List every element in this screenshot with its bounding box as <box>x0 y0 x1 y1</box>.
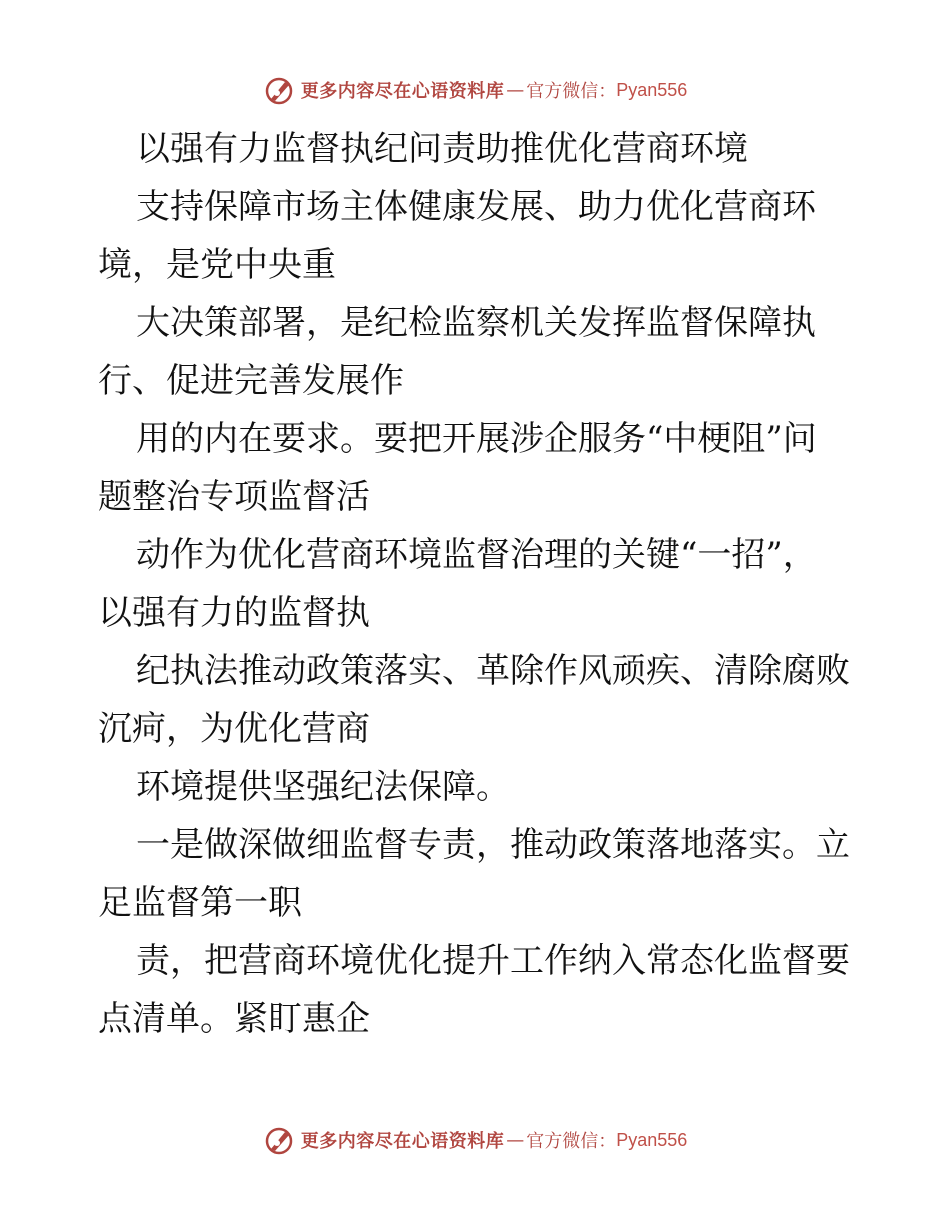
pen-logo-icon <box>263 74 295 106</box>
document-body <box>98 120 858 1048</box>
text-line: 大决策部署，是纪检监察机关发挥监督保障执 <box>136 303 816 343</box>
header-watermark <box>0 73 950 107</box>
pen-logo-icon <box>263 1124 295 1156</box>
text-line: 纪执法推动政策落实、革除作风顽疾、清除腐败 <box>136 651 850 691</box>
watermark-wechat-id: Pyan556 <box>616 1129 688 1150</box>
watermark-wechat-label: 官方微信： <box>526 81 617 102</box>
watermark-dash: — <box>506 79 525 101</box>
text-line: 行、促进完善发展作 <box>98 361 404 401</box>
text-line: 一是做深做细监督专责，推动政策落地落实。立 <box>136 825 850 865</box>
text-line: 点清单。紧盯惠企 <box>98 999 370 1039</box>
text-line: 支持保障市场主体健康发展、助力优化营商环 <box>136 187 816 227</box>
text-line: 题整治专项监督活 <box>98 477 370 517</box>
text-line: 沉疴，为优化营商 <box>98 709 370 749</box>
text-line: 用的内在要求。要把开展涉企服务“中梗阻”问 <box>136 419 817 459</box>
text-line: 环境提供坚强纪法保障。 <box>136 767 510 807</box>
watermark-dash: — <box>506 1129 525 1151</box>
watermark-text: 更多内容尽在心语资料库 <box>300 1131 505 1152</box>
watermark-text: 更多内容尽在心语资料库 <box>300 81 505 102</box>
document-title: 以强有力监督执纪问责助推优化营商环境 <box>136 129 748 169</box>
text-line: 以强有力的监督执 <box>98 593 370 633</box>
watermark-wechat-label: 官方微信： <box>526 1131 617 1152</box>
text-line: 责，把营商环境优化提升工作纳入常态化监督要 <box>136 941 850 981</box>
text-line: 动作为优化营商环境监督治理的关键“一招”， <box>136 535 817 575</box>
watermark-wechat-id: Pyan556 <box>616 79 688 100</box>
text-line: 足监督第一职 <box>98 883 302 923</box>
footer-watermark <box>0 1123 950 1157</box>
text-line: 境，是党中央重 <box>98 245 336 285</box>
